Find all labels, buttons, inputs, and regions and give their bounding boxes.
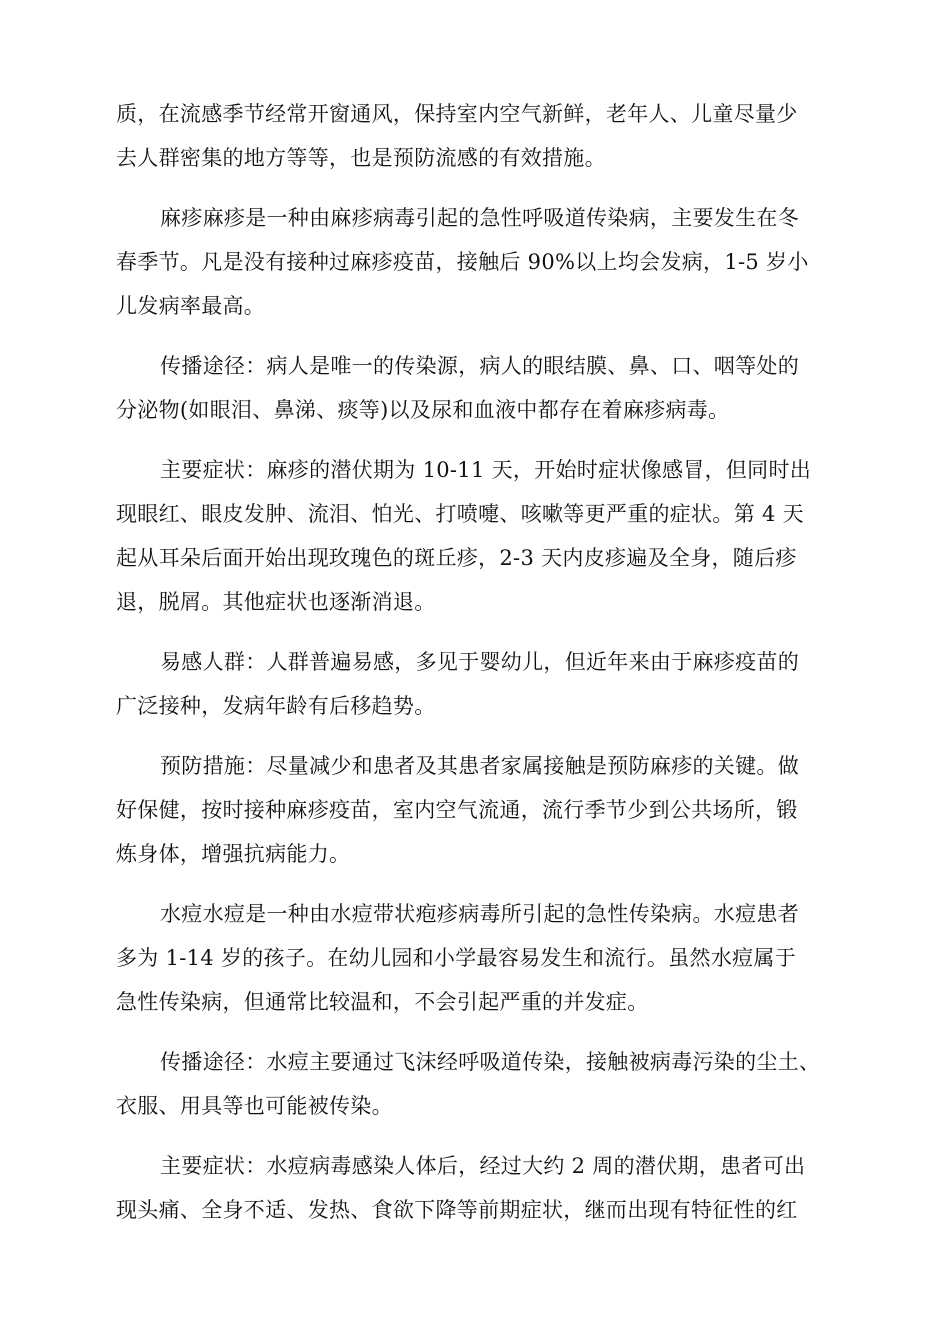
text-line: 现眼红、眼皮发肿、流泪、怕光、打喷嚏、咳嗽等更严重的症状。第 4 天 [116,502,804,526]
paragraph-measles-susceptible [116,640,834,728]
text-line: 水痘水痘是一种由水痘带状疱疹病毒所引起的急性传染病。水痘患者 [160,902,799,926]
text-line: 传播途径：病人是唯一的传染源，病人的眼结膜、鼻、口、咽等处的 [160,354,799,378]
text-line: 传播途径：水痘主要通过飞沫经呼吸道传染，接触被病毒污染的尘土、 [160,1050,821,1074]
text-line: 急性传染病，但通常比较温和，不会引起严重的并发症。 [116,990,649,1014]
text-line: 退，脱屑。其他症状也逐渐消退。 [116,590,436,614]
text-line: 多为 1-14 岁的孩子。在幼儿园和小学最容易发生和流行。虽然水痘属于 [116,946,797,970]
paragraph-measles-intro [116,196,834,328]
text-line: 主要症状：麻疹的潜伏期为 10-11 天，开始时症状像感冒，但同时出 [160,458,812,482]
text-line: 春季节。凡是没有接种过麻疹疫苗，接触后 90%以上均会发病，1-5 岁小 [116,250,809,274]
paragraph-chickenpox-intro [116,892,834,1024]
text-line: 起从耳朵后面开始出现玫瑰色的斑丘疹，2-3 天内皮疹遍及全身，随后疹 [116,546,797,570]
text-line: 现头痛、全身不适、发热、食欲下降等前期症状，继而出现有特征性的红 [116,1198,798,1222]
paragraph-chickenpox-transmission [116,1040,834,1128]
text-line: 去人群密集的地方等等，也是预防流感的有效措施。 [116,146,606,170]
text-line: 儿发病率最高。 [116,294,266,318]
text-line: 广泛接种，发病年龄有后移趋势。 [116,694,436,718]
paragraph-measles-prevention [116,744,834,876]
paragraph-measles-symptoms [116,448,834,624]
paragraph-chickenpox-symptoms [116,1144,834,1232]
text-line: 分泌物(如眼泪、鼻涕、痰等)以及尿和血液中都存在着麻疹病毒。 [116,398,730,422]
text-line: 易感人群：人群普遍易感，多见于婴幼儿，但近年来由于麻疹疫苗的 [160,650,799,674]
text-line: 质，在流感季节经常开窗通风，保持室内空气新鲜，老年人、儿童尽量少 [116,102,798,126]
text-line: 好保健，按时接种麻疹疫苗，室内空气流通，流行季节少到公共场所，锻 [116,798,798,822]
text-line: 预防措施：尽量减少和患者及其患者家属接触是预防麻疹的关键。做 [160,754,799,778]
text-line: 主要症状：水痘病毒感染人体后，经过大约 2 周的潜伏期，患者可出 [160,1154,806,1178]
paragraph-flu-prevention-continued [116,92,834,180]
text-line: 炼身体，增强抗病能力。 [116,842,351,866]
text-line: 衣服、用具等也可能被传染。 [116,1094,393,1118]
text-line: 麻疹麻疹是一种由麻疹病毒引起的急性呼吸道传染病，主要发生在冬 [160,206,799,230]
paragraph-measles-transmission [116,344,834,432]
document-body [116,92,834,1248]
